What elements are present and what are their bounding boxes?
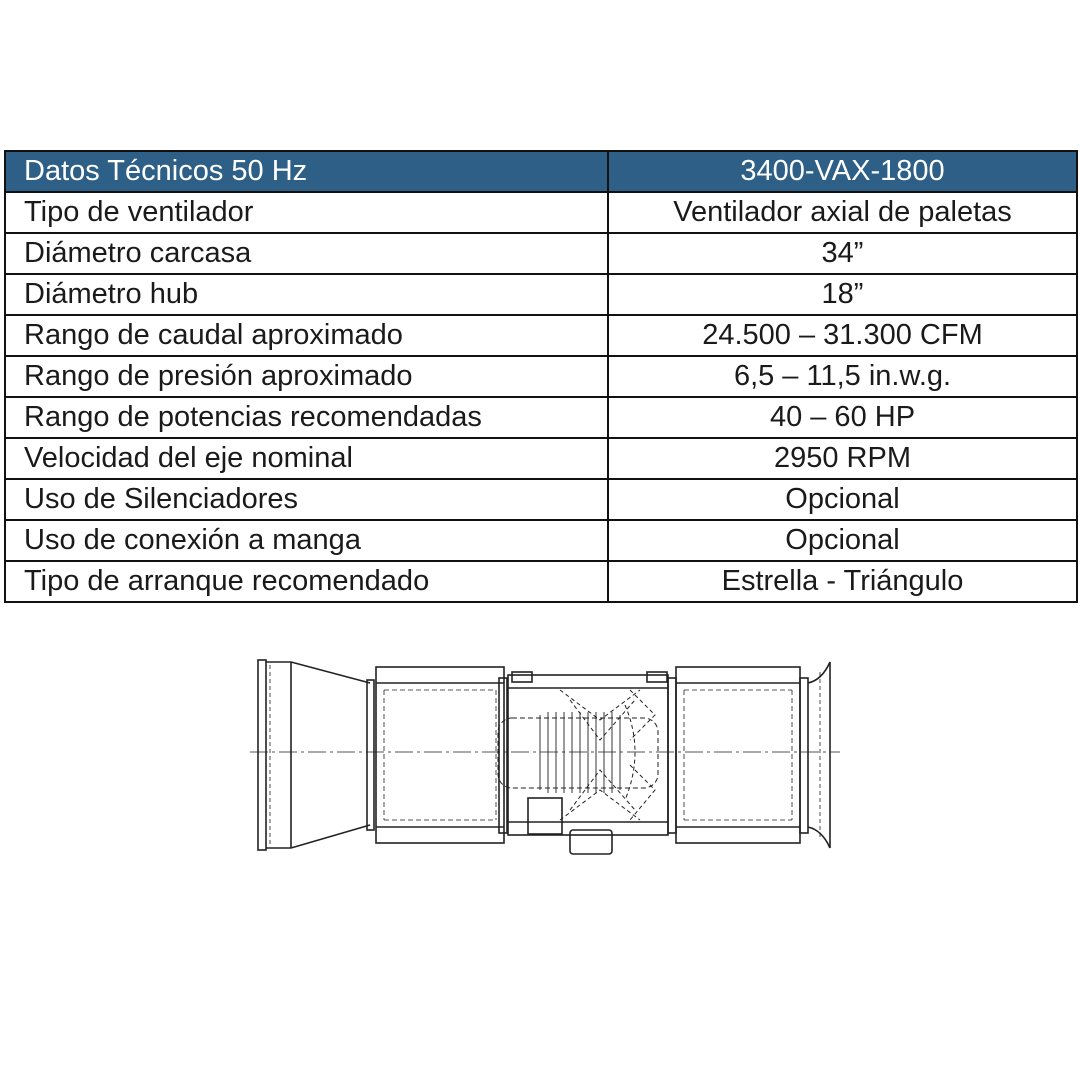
spec-table — [4, 150, 1078, 603]
header-model: 3400-VAX-1800 — [608, 151, 1077, 192]
row-label: Diámetro hub — [5, 274, 608, 315]
table-row — [5, 438, 1077, 479]
row-value: Opcional — [608, 520, 1077, 561]
row-label: Tipo de arranque recomendado — [5, 561, 608, 602]
row-value: 34” — [608, 233, 1077, 274]
row-label: Velocidad del eje nominal — [5, 438, 608, 479]
table-header-row — [5, 151, 1077, 192]
header-label: Datos Técnicos 50 Hz — [5, 151, 608, 192]
row-value: 24.500 – 31.300 CFM — [608, 315, 1077, 356]
table-row — [5, 479, 1077, 520]
axial-fan-drawing-icon — [245, 655, 845, 860]
row-label: Uso de Silenciadores — [5, 479, 608, 520]
table-row — [5, 397, 1077, 438]
inlet-cone — [258, 660, 374, 850]
row-label: Tipo de ventilador — [5, 192, 608, 233]
row-value: 6,5 – 11,5 in.w.g. — [608, 356, 1077, 397]
row-label: Diámetro carcasa — [5, 233, 608, 274]
row-label: Rango de presión aproximado — [5, 356, 608, 397]
table-row — [5, 520, 1077, 561]
row-label: Uso de conexión a manga — [5, 520, 608, 561]
row-value: 18” — [608, 274, 1077, 315]
outlet-bellmouth — [808, 662, 830, 848]
row-label: Rango de caudal aproximado — [5, 315, 608, 356]
table-row — [5, 233, 1077, 274]
table-row — [5, 561, 1077, 602]
table-row — [5, 274, 1077, 315]
fan-housing — [498, 672, 668, 854]
table-row — [5, 315, 1077, 356]
row-value: Ventilador axial de paletas — [608, 192, 1077, 233]
row-value: 40 – 60 HP — [608, 397, 1077, 438]
row-label: Rango de potencias recomendadas — [5, 397, 608, 438]
right-silencer — [668, 667, 808, 843]
row-value: Estrella - Triángulo — [608, 561, 1077, 602]
table-row — [5, 356, 1077, 397]
table-row — [5, 192, 1077, 233]
row-value: 2950 RPM — [608, 438, 1077, 479]
row-value: Opcional — [608, 479, 1077, 520]
left-silencer — [376, 667, 507, 843]
